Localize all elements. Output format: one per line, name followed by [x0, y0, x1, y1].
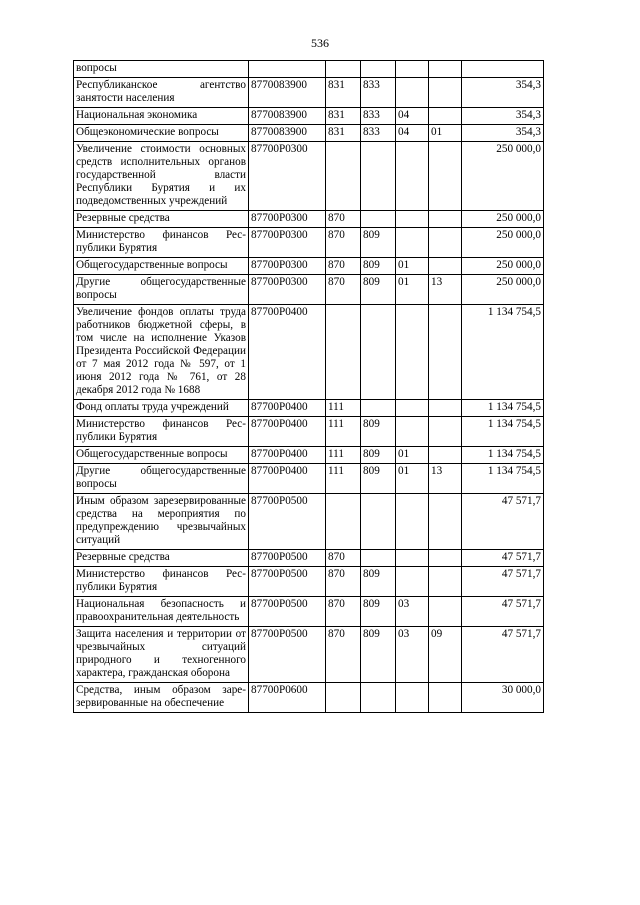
table-row	[74, 400, 544, 417]
subsection-cell	[429, 494, 462, 550]
admin-code-cell: 809	[361, 567, 396, 597]
row-name-cell: Республиканское агентство занятости населения	[74, 78, 249, 108]
section-cell	[396, 417, 429, 447]
admin-code-cell	[361, 211, 396, 228]
subsection-cell: 13	[429, 464, 462, 494]
amount-cell: 354,3	[462, 78, 544, 108]
table-row	[74, 305, 544, 400]
target-code-cell: 87700P0300	[249, 275, 326, 305]
table-row	[74, 61, 544, 78]
subsection-cell	[429, 61, 462, 78]
table-row	[74, 228, 544, 258]
row-name-cell: Другие общегосударственные вопросы	[74, 464, 249, 494]
section-cell	[396, 683, 429, 713]
section-cell: 01	[396, 464, 429, 494]
amount-cell	[462, 61, 544, 78]
target-code-cell: 87700P0500	[249, 627, 326, 683]
row-name-cell: Другие общегосударственные вопросы	[74, 275, 249, 305]
admin-code-cell	[361, 142, 396, 211]
section-cell: 01	[396, 258, 429, 275]
subsection-cell	[429, 683, 462, 713]
expense-type-cell: 870	[326, 627, 361, 683]
target-code-cell: 87700P0400	[249, 464, 326, 494]
amount-cell: 1 134 754,5	[462, 464, 544, 494]
expense-type-cell: 870	[326, 211, 361, 228]
table-row	[74, 78, 544, 108]
table-row	[74, 464, 544, 494]
amount-cell: 30 000,0	[462, 683, 544, 713]
admin-code-cell: 809	[361, 447, 396, 464]
target-code-cell: 87700P0600	[249, 683, 326, 713]
expense-type-cell	[326, 142, 361, 211]
section-cell	[396, 305, 429, 400]
amount-cell: 354,3	[462, 108, 544, 125]
admin-code-cell	[361, 400, 396, 417]
expense-type-cell	[326, 305, 361, 400]
amount-cell: 1 134 754,5	[462, 400, 544, 417]
amount-cell: 250 000,0	[462, 258, 544, 275]
page-number: 536	[311, 36, 329, 50]
target-code-cell: 8770083900	[249, 125, 326, 142]
table-row	[74, 447, 544, 464]
admin-code-cell: 809	[361, 275, 396, 305]
target-code-cell: 8770083900	[249, 78, 326, 108]
row-name-cell: Фонд оплаты труда учреждений	[74, 400, 249, 417]
table-row	[74, 627, 544, 683]
expense-type-cell: 870	[326, 228, 361, 258]
row-name-cell: Общегосударственные вопросы	[74, 447, 249, 464]
row-name-cell: Резервные средства	[74, 211, 249, 228]
admin-code-cell: 809	[361, 258, 396, 275]
target-code-cell: 87700P0300	[249, 211, 326, 228]
amount-cell: 1 134 754,5	[462, 305, 544, 400]
table-row	[74, 550, 544, 567]
amount-cell: 47 571,7	[462, 567, 544, 597]
row-name-cell: Иным образом зарезервированные средства на мероприятия по предупреждению чрезвычайных ситуаций	[74, 494, 249, 550]
admin-code-cell: 833	[361, 125, 396, 142]
table-row	[74, 108, 544, 125]
expense-type-cell: 870	[326, 550, 361, 567]
admin-code-cell	[361, 61, 396, 78]
expense-type-cell: 111	[326, 464, 361, 494]
amount-cell: 250 000,0	[462, 275, 544, 305]
amount-cell: 1 134 754,5	[462, 447, 544, 464]
section-cell: 04	[396, 108, 429, 125]
admin-code-cell: 809	[361, 417, 396, 447]
expense-type-cell	[326, 494, 361, 550]
amount-cell: 47 571,7	[462, 627, 544, 683]
row-name-cell: Министерство финансов Республики Бурятия	[74, 417, 249, 447]
section-cell	[396, 567, 429, 597]
amount-cell: 47 571,7	[462, 597, 544, 627]
target-code-cell: 87700P0300	[249, 228, 326, 258]
row-name-cell: Средства, иным образом зарезервированные на обеспечение	[74, 683, 249, 713]
subsection-cell: 13	[429, 275, 462, 305]
expense-type-cell: 870	[326, 567, 361, 597]
table-row	[74, 142, 544, 211]
subsection-cell	[429, 550, 462, 567]
target-code-cell: 87700P0400	[249, 447, 326, 464]
table-row	[74, 683, 544, 713]
section-cell: 01	[396, 275, 429, 305]
table-row	[74, 417, 544, 447]
target-code-cell: 8770083900	[249, 108, 326, 125]
subsection-cell: 09	[429, 627, 462, 683]
target-code-cell: 87700P0400	[249, 400, 326, 417]
admin-code-cell: 833	[361, 78, 396, 108]
section-cell	[396, 61, 429, 78]
admin-code-cell	[361, 494, 396, 550]
admin-code-cell: 833	[361, 108, 396, 125]
amount-cell: 250 000,0	[462, 211, 544, 228]
target-code-cell: 87700P0500	[249, 494, 326, 550]
target-code-cell: 87700P0300	[249, 142, 326, 211]
target-code-cell: 87700P0500	[249, 567, 326, 597]
section-cell	[396, 228, 429, 258]
row-name-cell: Национальная экономика	[74, 108, 249, 125]
table-row	[74, 125, 544, 142]
row-name-cell: Общегосударственные вопросы	[74, 258, 249, 275]
table-row	[74, 275, 544, 305]
table-row	[74, 211, 544, 228]
subsection-cell	[429, 78, 462, 108]
row-name-cell: Увеличение фондов оплаты труда работников бюджетной сферы, в том числе на исполнение Указов Президента Российской Федерации от 7 мая 2012 года № 597, от 1 июня 2012 года № 761, от 28 декабря 2012 года № 1688	[74, 305, 249, 400]
admin-code-cell: 809	[361, 627, 396, 683]
subsection-cell	[429, 108, 462, 125]
section-cell	[396, 211, 429, 228]
subsection-cell: 01	[429, 125, 462, 142]
admin-code-cell: 809	[361, 228, 396, 258]
section-cell	[396, 78, 429, 108]
expense-type-cell: 831	[326, 125, 361, 142]
admin-code-cell	[361, 305, 396, 400]
row-name-cell: Защита населения и территории от чрезвычайных ситуаций природного и техногенного характера, гражданская оборона	[74, 627, 249, 683]
section-cell: 04	[396, 125, 429, 142]
row-name-cell: вопросы	[74, 61, 249, 78]
amount-cell: 250 000,0	[462, 142, 544, 211]
subsection-cell	[429, 142, 462, 211]
subsection-cell	[429, 417, 462, 447]
row-name-cell: Министерство финансов Республики Бурятия	[74, 228, 249, 258]
expense-type-cell: 111	[326, 400, 361, 417]
table-row	[74, 597, 544, 627]
amount-cell: 47 571,7	[462, 494, 544, 550]
subsection-cell	[429, 447, 462, 464]
subsection-cell	[429, 567, 462, 597]
subsection-cell	[429, 597, 462, 627]
row-name-cell: Увеличение стоимости основных средств исполнительных органов государственной власти Республики Бурятия и их подведомственных учреждений	[74, 142, 249, 211]
row-name-cell: Резервные средства	[74, 550, 249, 567]
section-cell	[396, 142, 429, 211]
section-cell: 03	[396, 597, 429, 627]
admin-code-cell: 809	[361, 597, 396, 627]
table-row	[74, 494, 544, 550]
admin-code-cell	[361, 550, 396, 567]
table-row	[74, 567, 544, 597]
expense-type-cell	[326, 61, 361, 78]
expense-type-cell: 870	[326, 258, 361, 275]
expense-type-cell: 831	[326, 78, 361, 108]
row-name-cell: Национальная безопасность и правоохранительная деятельность	[74, 597, 249, 627]
section-cell: 03	[396, 627, 429, 683]
row-name-cell: Общеэкономические вопросы	[74, 125, 249, 142]
expense-type-cell	[326, 683, 361, 713]
section-cell	[396, 550, 429, 567]
expense-type-cell: 111	[326, 417, 361, 447]
budget-table	[73, 60, 544, 713]
admin-code-cell	[361, 683, 396, 713]
subsection-cell	[429, 228, 462, 258]
target-code-cell: 87700P0400	[249, 305, 326, 400]
subsection-cell	[429, 400, 462, 417]
expense-type-cell: 870	[326, 275, 361, 305]
target-code-cell	[249, 61, 326, 78]
expense-type-cell: 111	[326, 447, 361, 464]
amount-cell: 47 571,7	[462, 550, 544, 567]
row-name-cell: Министерство финансов Республики Бурятия	[74, 567, 249, 597]
section-cell	[396, 400, 429, 417]
admin-code-cell: 809	[361, 464, 396, 494]
expense-type-cell: 870	[326, 597, 361, 627]
target-code-cell: 87700P0300	[249, 258, 326, 275]
target-code-cell: 87700P0400	[249, 417, 326, 447]
table-row	[74, 258, 544, 275]
amount-cell: 354,3	[462, 125, 544, 142]
section-cell	[396, 494, 429, 550]
subsection-cell	[429, 211, 462, 228]
amount-cell: 1 134 754,5	[462, 417, 544, 447]
subsection-cell	[429, 305, 462, 400]
amount-cell: 250 000,0	[462, 228, 544, 258]
section-cell: 01	[396, 447, 429, 464]
expense-type-cell: 831	[326, 108, 361, 125]
target-code-cell: 87700P0500	[249, 550, 326, 567]
subsection-cell	[429, 258, 462, 275]
target-code-cell: 87700P0500	[249, 597, 326, 627]
